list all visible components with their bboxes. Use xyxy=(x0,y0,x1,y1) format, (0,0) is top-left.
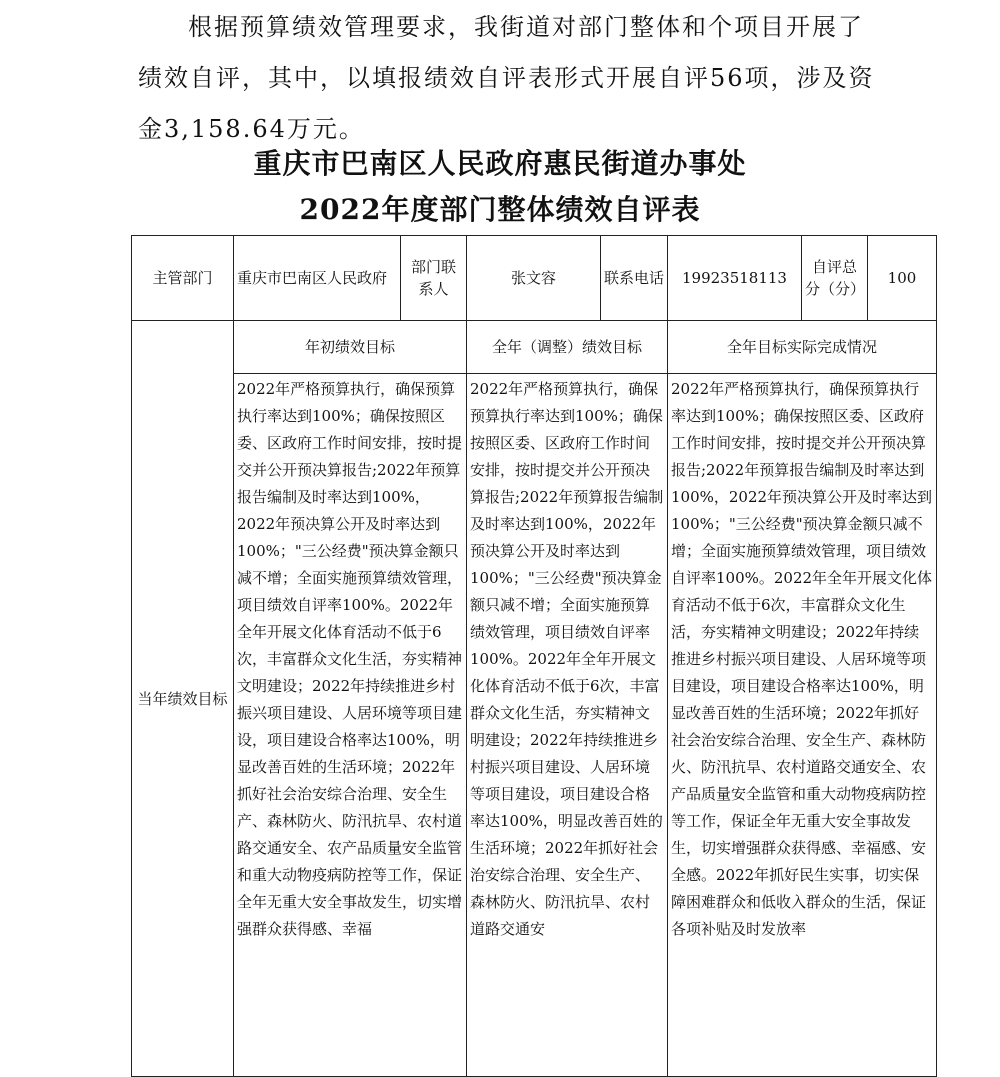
actual-result-text: 2022年严格预算执行，确保预算执行率达到100%；确保按照区委、区政府工作时间安排，按时提交并公开预决算报告;2022年预算报告编制及时率达到100%，2022年预决算公开及时率达到100%；"三公经费"预决算金额只减不增；全面实施预算绩效管理，项目绩效自评率100%。2022年全年开展文化体育活动不低于6次，丰富群众文化生活，夯实精神文明建设；2022年持续推进乡村振兴项目建设、人居环境等项目建设，项目建设合格率达100%，明显改善百姓的生活环境；2022年抓好社会治安综合治理、安全生产、森林防火、防汛抗旱、农村道路交通安全、农产品质量安全监管和重大动物疫病防控等工作，保证全年无重大安全事故发生，切实增强群众获得感、幸福感、安全感。2022年抓好民生实事，切实保障困难群众和低收入群众的生活，保证各项补贴及时发放率 xyxy=(671,380,933,938)
contact-label: 部门联系人 xyxy=(401,236,467,321)
doc-title-line1: 重庆市巴南区人民政府惠民街道办事处 xyxy=(253,147,747,180)
adjusted-goal-text: 2022年严格预算执行，确保预算执行率达到100%；确保按照区委、区政府工作时间安排，按时提交并公开预决算报告;2022年预算报告编制及时率达到100%，2022年预决算公开及时率达到100%；"三公经费"预决算金额只减不增；全面实施预算绩效管理，项目绩效自评率100%。2022年全年开展文化体育活动不低于6次，丰富群众文化生活，夯实精神文明建设；2022年持续推进乡村振兴项目建设、人居环境等项目建设，项目建设合格率达100%，明显改善百姓的生活环境；2022年抓好社会治安综合治理、安全生产、森林防火、防汛抗旱、农村道路交通安 xyxy=(470,380,664,938)
dept-value: 重庆市巴南区人民政府 xyxy=(234,236,401,321)
col-initial-goal-header: 年初绩效目标 xyxy=(234,321,467,374)
initial-goal-text: 2022年严格预算执行，确保预算执行率达到100%；确保按照区委、区政府工作时间安排，按时提交并公开预决算报告;2022年预算报告编制及时率达到100%，2022年预决算公开及时率达到100%；"三公经费"预决算金额只减不增；全面实施预算绩效管理，项目绩效自评率100%。2022年全年开展文化体育活动不低于6次，丰富群众文化生活，夯实精神文明建设；2022年持续推进乡村振兴项目建设、人居环境等项目建设，项目建设合格率达100%，明显改善百姓的生活环境；2022年抓好社会治安综合治理、安全生产、森林防火、防汛抗旱、农村道路交通安全、农产品质量安全监管和重大动物疫病防控等工作，保证全年无重大安全事故发生，切实增强群众获得感、幸福 xyxy=(237,380,463,938)
adjusted-goal-cell xyxy=(467,374,668,1077)
goal-columns-row xyxy=(132,321,937,374)
phone-label: 联系电话 xyxy=(601,236,668,321)
intro-paragraph: 根据预算绩效管理要求，我街道对部门整体和个项目开展了绩效自评，其中，以填报绩效自评表形式开展自评56项，涉及资金3,158.64万元。 xyxy=(138,13,875,143)
score-label: 自评总分（分） xyxy=(802,236,868,321)
initial-goal-cell xyxy=(234,374,467,1077)
phone-value: 19923518113 xyxy=(668,236,802,321)
col-adjusted-goal-header: 全年（调整）绩效目标 xyxy=(467,321,668,374)
contact-value: 张文容 xyxy=(467,236,601,321)
goal-content-row xyxy=(132,374,937,1077)
header-row xyxy=(132,236,937,321)
score-value: 100 xyxy=(868,236,937,321)
goal-row-label: 当年绩效目标 xyxy=(132,321,234,1077)
dept-label: 主管部门 xyxy=(132,236,234,321)
actual-result-cell xyxy=(668,374,937,1077)
doc-title-line2: 2022年度部门整体绩效自评表 xyxy=(299,193,701,226)
performance-evaluation-table xyxy=(131,235,937,1077)
col-actual-result-header: 全年目标实际完成情况 xyxy=(668,321,937,374)
